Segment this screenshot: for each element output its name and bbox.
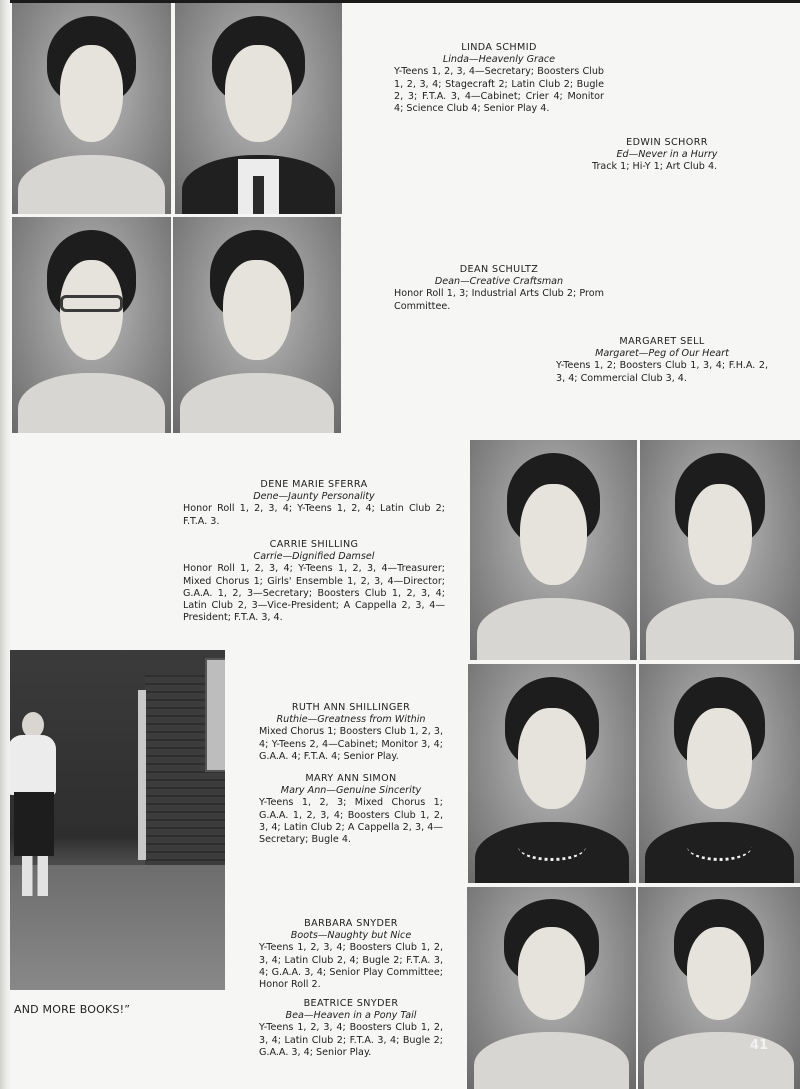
photo-caption: AND MORE BOOKS!”: [14, 1003, 131, 1016]
entry-dene-marie-sferra: [183, 479, 445, 528]
portrait-dene-marie-sferra: [470, 440, 637, 660]
student-activities: Y-Teens 1, 2, 3, 4; Boosters Club 1, 2, 3, 4; Latin Club 2, 4; Bugle 2; F.T.A. 3, 4; G.A.A. 3, 4; Senior Play Committee; Honor Roll 2.: [259, 942, 443, 991]
student-name: MARY ANN SIMON: [305, 773, 397, 784]
student-name: EDWIN SCHORR: [626, 137, 708, 148]
portrait-dean-schultz: [12, 217, 171, 433]
page-number: 41: [750, 1038, 769, 1053]
student-activities: Honor Roll 1, 2, 3, 4; Y-Teens 1, 2, 4; Latin Club 2; F.T.A. 3.: [183, 503, 445, 527]
student-motto: Ed—Never in a Hurry: [616, 149, 718, 161]
entry-edwin-schorr: [592, 137, 742, 174]
page-spine-edge: [0, 0, 10, 1089]
student-motto: Dene—Jaunty Personality: [253, 491, 375, 503]
entry-carrie-shilling: [183, 539, 445, 624]
student-name: BARBARA SNYDER: [304, 918, 398, 929]
student-name: DENE MARIE SFERRA: [260, 479, 368, 490]
portrait-barbara-snyder: [467, 887, 636, 1089]
student-name: MARGARET SELL: [619, 336, 705, 347]
entry-margaret-sell: [556, 336, 768, 385]
student-activities: Y-Teens 1, 2; Boosters Club 1, 3, 4; F.H.A. 2, 3, 4; Commercial Club 3, 4.: [556, 360, 768, 384]
portrait-beatrice-snyder: [638, 887, 800, 1089]
portrait-carrie-shilling: [640, 440, 800, 660]
hallway-candid-photo: [10, 650, 225, 990]
student-name: LINDA SCHMID: [461, 42, 537, 53]
portrait-ruth-ann-shillinger: [468, 664, 636, 883]
portrait-edwin-schorr: [175, 3, 342, 214]
portrait-linda-schmid: [12, 3, 171, 214]
student-name: CARRIE SHILLING: [269, 539, 359, 550]
entry-beatrice-snyder: [259, 998, 443, 1059]
student-motto: Margaret—Peg of Our Heart: [595, 348, 729, 360]
student-motto: Linda—Heavenly Grace: [442, 54, 556, 66]
student-motto: Boots—Naughty but Nice: [290, 930, 412, 942]
portrait-margaret-sell: [173, 217, 341, 433]
student-activities: Y-Teens 1, 2, 3; Mixed Chorus 1; G.A.A. 1, 2, 3, 4; Boosters Club 1, 2, 3, 4; Latin Club 2; A Cappella 2, 3, 4—Secretary; Bugle 4.: [259, 797, 443, 846]
student-motto: Carrie—Dignified Damsel: [253, 551, 375, 563]
student-name: DEAN SCHULTZ: [459, 264, 539, 275]
entry-dean-schultz: [394, 264, 604, 313]
student-activities: Mixed Chorus 1; Boosters Club 1, 2, 3, 4; Y-Teens 2, 4—Cabinet; Monitor 3, 4; G.A.A. 4; F.T.A. 4; Senior Play.: [259, 726, 443, 762]
student-activities: Honor Roll 1, 2, 3, 4; Y-Teens 1, 2, 3, 4—Treasurer; Mixed Chorus 1; Girls' Ensemble 1, 2, 3, 4—Director; G.A.A. 1, 2, 3—Secretary; Boosters Club 1, 2, 3, 4; Latin Club 2, 3—Vice-President; A Cappella 2, 3, 4—President; F.T.A. 3, 4.: [183, 563, 445, 624]
entry-barbara-snyder: [259, 918, 443, 991]
student-motto: Bea—Heaven in a Pony Tail: [285, 1010, 417, 1022]
student-name: RUTH ANN SHILLINGER: [291, 702, 411, 713]
student-activities: Honor Roll 1, 3; Industrial Arts Club 2; Prom Committee.: [394, 288, 604, 312]
student-name: BEATRICE SNYDER: [303, 998, 399, 1009]
student-activities: Y-Teens 1, 2, 3, 4—Secretary; Boosters Club 1, 2, 3, 4; Stagecraft 2; Latin Club 2; Bugle 2, 3; F.T.A. 3, 4—Cabinet; Crier 4; Monitor 4; Science Club 4; Senior Play 4.: [394, 66, 604, 115]
student-activities: Y-Teens 1, 2, 3, 4; Boosters Club 1, 2, 3, 4; Latin Club 2; F.T.A. 3, 4; Bugle 2; G.A.A. 3, 4; Senior Play.: [259, 1022, 443, 1058]
student-activities: Track 1; Hi-Y 1; Art Club 4.: [592, 161, 718, 173]
entry-ruth-ann-shillinger: [259, 702, 443, 763]
entry-mary-ann-simon: [259, 773, 443, 846]
portrait-mary-ann-simon: [639, 664, 800, 883]
entry-linda-schmid: [394, 42, 604, 115]
student-motto: Dean—Creative Craftsman: [434, 276, 564, 288]
student-motto: Ruthie—Greatness from Within: [276, 714, 426, 726]
student-motto: Mary Ann—Genuine Sincerity: [280, 785, 422, 797]
